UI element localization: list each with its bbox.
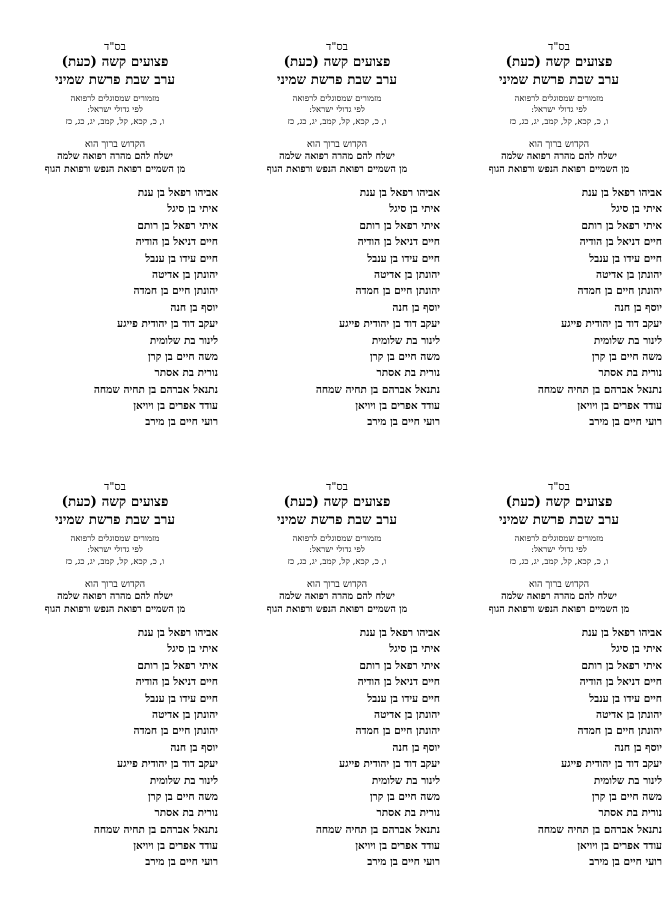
prayer-line: מן השמיים רפואת הנפש ורפואת הגוף	[266, 604, 408, 615]
name-item: חיים עידו בן ענבל	[589, 692, 662, 705]
prayer-card	[12, 480, 218, 890]
name-item: משה חיים בן קרן	[591, 350, 662, 363]
prayer-line: הקדוש ברוך הוא	[528, 579, 590, 590]
name-item: חיים דניאל בן הודיה	[357, 676, 440, 689]
prayer-line: ישלח להם מהרה רפואה שלמה	[501, 151, 617, 162]
name-item: עודד אפרים בן ויויאן	[355, 840, 440, 853]
name-item: איתי רפאל בן רותם	[359, 659, 440, 672]
psalms-source: לפי גדולי ישראל:	[87, 545, 143, 555]
name-item: רועי חיים בן מירב	[145, 416, 218, 429]
name-item: חיים דניאל בן הודיה	[357, 236, 440, 249]
name-item: רועי חיים בן מירב	[145, 856, 218, 869]
name-item: איתי רפאל בן רותם	[137, 219, 218, 232]
prayer-card	[12, 40, 218, 450]
name-item: יעקב דוד בן יהודית פייגע	[117, 318, 218, 331]
psalms-source: לפי גדולי ישראל:	[531, 545, 587, 555]
name-item: משה חיים בן קרן	[369, 350, 440, 363]
prayer-line: מן השמיים רפואת הנפש ורפואת הגוף	[44, 604, 186, 615]
bsd-header: בס"ד	[104, 40, 126, 53]
name-item: אביהו רפאל בן ענת	[581, 627, 662, 639]
name-item: לינור בת שלומית	[593, 334, 662, 347]
name-item: חיים דניאל בן הודיה	[135, 676, 218, 689]
name-item: לינור בת שלומית	[149, 334, 218, 347]
name-item: חיים דניאל בן הודיה	[135, 236, 218, 249]
prayer-line: מן השמיים רפואת הנפש ורפואת הגוף	[488, 164, 630, 175]
name-item: אביהו רפאל בן ענת	[137, 187, 218, 199]
name-item: איתי בן סיגל	[167, 643, 218, 656]
name-item: משה חיים בן קרן	[369, 790, 440, 803]
card-title: פצועים קשה (כעת)	[505, 494, 613, 510]
prayer-line: הקדוש ברוך הוא	[528, 139, 590, 150]
names-list	[234, 185, 440, 431]
names-list	[12, 625, 218, 871]
psalms-note: מזמורים שמסוגלים לרפואה	[514, 534, 604, 544]
name-item: נתנאל אברהם בן תחיה שמחה	[93, 823, 218, 836]
name-item: יהונתן בן אדיטה	[152, 268, 218, 281]
name-item: יהונתן בן אדיטה	[374, 708, 440, 721]
name-item: איתי רפאל בן רותם	[137, 659, 218, 672]
name-item: נורית בת אסתר	[154, 367, 218, 380]
card-subtitle: ערב שבת פרשת שמיני	[499, 72, 619, 88]
name-item: נורית בת אסתר	[376, 367, 440, 380]
name-item: יוסף בן חנה	[392, 741, 440, 754]
name-item: איתי בן סיגל	[611, 643, 662, 656]
name-item: משה חיים בן קרן	[147, 350, 218, 363]
name-item: לינור בת שלומית	[371, 334, 440, 347]
card-subtitle: ערב שבת פרשת שמיני	[277, 512, 397, 528]
name-item: אביהו רפאל בן ענת	[581, 187, 662, 199]
card-subtitle: ערב שבת פרשת שמיני	[277, 72, 397, 88]
name-item: משה חיים בן קרן	[591, 790, 662, 803]
name-item: יוסף בן חנה	[392, 301, 440, 314]
prayer-line: ישלח להם מהרה רפואה שלמה	[57, 591, 173, 602]
name-item: נתנאל אברהם בן תחיה שמחה	[93, 383, 218, 396]
name-item: יעקב דוד בן יהודית פייגע	[339, 758, 440, 771]
name-item: יהונתן בן אדיטה	[596, 708, 662, 721]
name-item: רועי חיים בן מירב	[589, 856, 662, 869]
names-list	[12, 185, 218, 431]
name-item: חיים עידו בן ענבל	[589, 252, 662, 265]
prayer-card	[456, 480, 662, 890]
name-item: לינור בת שלומית	[593, 774, 662, 787]
psalms-list: ו, כ, קכא, קל, קמב, יג, כג, כז	[287, 117, 387, 127]
name-item: נתנאל אברהם בן תחיה שמחה	[537, 823, 662, 836]
name-item: יהונתן בן אדיטה	[374, 268, 440, 281]
name-item: רועי חיים בן מירב	[367, 856, 440, 869]
name-item: יעקב דוד בן יהודית פייגע	[339, 318, 440, 331]
name-item: יהונתן חיים בן חמדה	[355, 285, 440, 298]
psalms-list: ו, כ, קכא, קל, קמב, יג, כג, כז	[65, 117, 165, 127]
name-item: יעקב דוד בן יהודית פייגע	[117, 758, 218, 771]
bsd-header: בס"ד	[548, 480, 570, 493]
card-subtitle: ערב שבת פרשת שמיני	[55, 512, 175, 528]
prayer-line: מן השמיים רפואת הנפש ורפואת הגוף	[488, 604, 630, 615]
name-item: עודד אפרים בן ויויאן	[355, 400, 440, 413]
name-item: רועי חיים בן מירב	[589, 416, 662, 429]
name-item: עודד אפרים בן ויויאן	[577, 400, 662, 413]
prayer-line: ישלח להם מהרה רפואה שלמה	[57, 151, 173, 162]
name-item: לינור בת שלומית	[149, 774, 218, 787]
name-item: נורית בת אסתר	[154, 807, 218, 820]
name-item: נתנאל אברהם בן תחיה שמחה	[315, 383, 440, 396]
name-item: נורית בת אסתר	[598, 367, 662, 380]
name-item: יהונתן בן אדיטה	[152, 708, 218, 721]
prayer-card	[234, 40, 440, 450]
names-list	[456, 185, 662, 431]
name-item: עודד אפרים בן ויויאן	[133, 400, 218, 413]
prayer-card	[456, 40, 662, 450]
name-item: יוסף בן חנה	[614, 741, 662, 754]
prayer-line: הקדוש ברוך הוא	[306, 139, 368, 150]
name-item: נתנאל אברהם בן תחיה שמחה	[315, 823, 440, 836]
card-title: פצועים קשה (כעת)	[61, 494, 169, 510]
card-title: פצועים קשה (כעת)	[283, 54, 391, 70]
name-item: יעקב דוד בן יהודית פייגע	[561, 758, 662, 771]
name-item: אביהו רפאל בן ענת	[359, 627, 440, 639]
psalms-source: לפי גדולי ישראל:	[531, 105, 587, 115]
name-item: נורית בת אסתר	[376, 807, 440, 820]
name-item: יהונתן חיים בן חמדה	[577, 725, 662, 738]
card-subtitle: ערב שבת פרשת שמיני	[499, 512, 619, 528]
name-item: חיים עידו בן ענבל	[145, 252, 218, 265]
name-item: איתי רפאל בן רותם	[581, 219, 662, 232]
psalms-list: ו, כ, קכא, קל, קמב, יג, כג, כז	[65, 557, 165, 567]
name-item: נורית בת אסתר	[598, 807, 662, 820]
psalms-note: מזמורים שמסוגלים לרפואה	[70, 94, 160, 104]
card-title: פצועים קשה (כעת)	[505, 54, 613, 70]
psalms-note: מזמורים שמסוגלים לרפואה	[70, 534, 160, 544]
card-subtitle: ערב שבת פרשת שמיני	[55, 72, 175, 88]
psalms-list: ו, כ, קכא, קל, קמב, יג, כג, כז	[509, 117, 609, 127]
psalms-list: ו, כ, קכא, קל, קמב, יג, כג, כז	[287, 557, 387, 567]
name-item: יהונתן חיים בן חמדה	[355, 725, 440, 738]
psalms-source: לפי גדולי ישראל:	[309, 105, 365, 115]
card-title: פצועים קשה (כעת)	[283, 494, 391, 510]
bsd-header: בס"ד	[326, 480, 348, 493]
bsd-header: בס"ד	[326, 40, 348, 53]
name-item: איתי בן סיגל	[611, 203, 662, 216]
prayer-card	[234, 480, 440, 890]
name-item: יהונתן חיים בן חמדה	[577, 285, 662, 298]
psalms-note: מזמורים שמסוגלים לרפואה	[292, 534, 382, 544]
bsd-header: בס"ד	[548, 40, 570, 53]
prayer-line: ישלח להם מהרה רפואה שלמה	[501, 591, 617, 602]
name-item: יהונתן בן אדיטה	[596, 268, 662, 281]
name-item: חיים דניאל בן הודיה	[579, 676, 662, 689]
name-item: חיים דניאל בן הודיה	[579, 236, 662, 249]
name-item: איתי בן סיגל	[389, 643, 440, 656]
psalms-list: ו, כ, קכא, קל, קמב, יג, כג, כז	[509, 557, 609, 567]
name-item: לינור בת שלומית	[371, 774, 440, 787]
name-item: איתי בן סיגל	[167, 203, 218, 216]
bsd-header: בס"ד	[104, 480, 126, 493]
psalms-source: לפי גדולי ישראל:	[87, 105, 143, 115]
name-item: נתנאל אברהם בן תחיה שמחה	[537, 383, 662, 396]
name-item: יעקב דוד בן יהודית פייגע	[561, 318, 662, 331]
prayer-line: מן השמיים רפואת הנפש ורפואת הגוף	[44, 164, 186, 175]
name-item: איתי רפאל בן רותם	[359, 219, 440, 232]
names-list	[234, 625, 440, 871]
name-item: חיים עידו בן ענבל	[145, 692, 218, 705]
prayer-line: הקדוש ברוך הוא	[84, 579, 146, 590]
prayer-line: הקדוש ברוך הוא	[306, 579, 368, 590]
prayer-line: ישלח להם מהרה רפואה שלמה	[279, 591, 395, 602]
prayer-line: הקדוש ברוך הוא	[84, 139, 146, 150]
prayer-line: ישלח להם מהרה רפואה שלמה	[279, 151, 395, 162]
name-item: איתי רפאל בן רותם	[581, 659, 662, 672]
name-item: אביהו רפאל בן ענת	[137, 627, 218, 639]
name-item: עודד אפרים בן ויויאן	[577, 840, 662, 853]
prayer-line: מן השמיים רפואת הנפש ורפואת הגוף	[266, 164, 408, 175]
name-item: משה חיים בן קרן	[147, 790, 218, 803]
names-list	[456, 625, 662, 871]
name-item: איתי בן סיגל	[389, 203, 440, 216]
card-title: פצועים קשה (כעת)	[61, 54, 169, 70]
name-item: חיים עידו בן ענבל	[367, 692, 440, 705]
name-item: יוסף בן חנה	[170, 301, 218, 314]
name-item: יוסף בן חנה	[170, 741, 218, 754]
psalms-note: מזמורים שמסוגלים לרפואה	[514, 94, 604, 104]
psalms-note: מזמורים שמסוגלים לרפואה	[292, 94, 382, 104]
name-item: יהונתן חיים בן חמדה	[133, 285, 218, 298]
name-item: אביהו רפאל בן ענת	[359, 187, 440, 199]
psalms-source: לפי גדולי ישראל:	[309, 545, 365, 555]
name-item: חיים עידו בן ענבל	[367, 252, 440, 265]
name-item: יוסף בן חנה	[614, 301, 662, 314]
name-item: רועי חיים בן מירב	[367, 416, 440, 429]
name-item: עודד אפרים בן ויויאן	[133, 840, 218, 853]
name-item: יהונתן חיים בן חמדה	[133, 725, 218, 738]
